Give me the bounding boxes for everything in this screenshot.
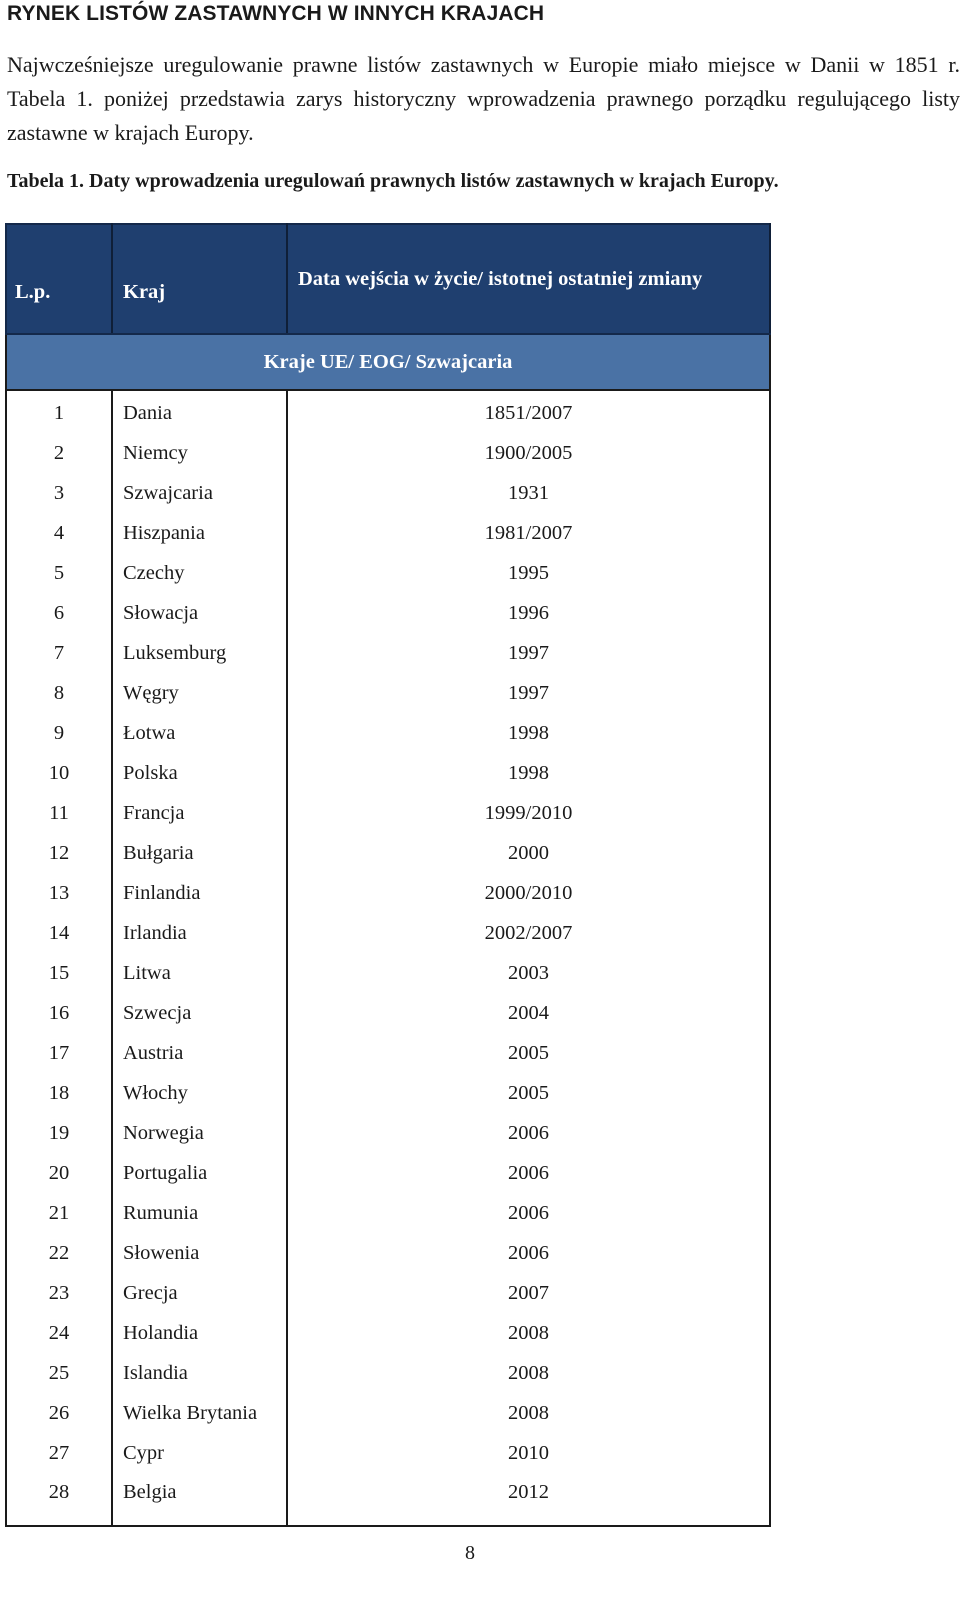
row-country: Francja <box>112 793 287 833</box>
row-country: Polska <box>112 753 287 793</box>
table-row <box>6 673 770 713</box>
row-number: 6 <box>6 593 112 633</box>
row-number: 27 <box>6 1433 112 1473</box>
row-country: Grecja <box>112 1273 287 1313</box>
row-country: Belgia <box>112 1473 287 1526</box>
table-row <box>6 553 770 593</box>
table-row <box>6 473 770 513</box>
row-number: 8 <box>6 673 112 713</box>
table-row <box>6 1033 770 1073</box>
row-date: 1995 <box>287 553 770 593</box>
row-country: Bułgaria <box>112 833 287 873</box>
row-number: 4 <box>6 513 112 553</box>
row-date: 1998 <box>287 753 770 793</box>
row-country: Luksemburg <box>112 633 287 673</box>
row-number: 21 <box>6 1193 112 1233</box>
table-row <box>6 593 770 633</box>
row-date: 2008 <box>287 1313 770 1353</box>
row-country: Szwecja <box>112 993 287 1033</box>
row-number: 3 <box>6 473 112 513</box>
row-date: 2007 <box>287 1273 770 1313</box>
table-header-row <box>6 224 770 334</box>
row-date: 1851/2007 <box>287 390 770 433</box>
row-country: Islandia <box>112 1353 287 1393</box>
page-number: 8 <box>465 1542 475 1564</box>
row-number: 13 <box>6 873 112 913</box>
row-date: 2002/2007 <box>287 913 770 953</box>
row-country: Irlandia <box>112 913 287 953</box>
row-date: 1998 <box>287 713 770 753</box>
intro-paragraph: Najwcześniejsze uregulowanie prawne listów zastawnych w Europie miało miejsce w Danii w 1851 r. Tabela 1. poniżej przedstawia zarys historyczny wprowadzenia prawnego porządku regulującego listy zastawne w krajach Europy. <box>7 52 960 145</box>
row-country: Słowacja <box>112 593 287 633</box>
table-caption: Tabela 1. Daty wprowadzenia uregulowań prawnych listów zastawnych w krajach Europy. <box>7 170 779 192</box>
row-date: 1996 <box>287 593 770 633</box>
row-number: 12 <box>6 833 112 873</box>
row-country: Niemcy <box>112 433 287 473</box>
row-date: 2006 <box>287 1113 770 1153</box>
row-country: Włochy <box>112 1073 287 1113</box>
row-number: 1 <box>6 390 112 433</box>
table-row <box>6 1433 770 1473</box>
row-number: 19 <box>6 1113 112 1153</box>
group-row <box>6 334 770 390</box>
row-number: 22 <box>6 1233 112 1273</box>
row-date: 2006 <box>287 1153 770 1193</box>
table-row <box>6 1313 770 1353</box>
row-number: 2 <box>6 433 112 473</box>
row-date: 1900/2005 <box>287 433 770 473</box>
row-number: 14 <box>6 913 112 953</box>
table-row <box>6 873 770 913</box>
row-date: 1981/2007 <box>287 513 770 553</box>
row-date: 2008 <box>287 1393 770 1433</box>
row-country: Łotwa <box>112 713 287 753</box>
row-number: 10 <box>6 753 112 793</box>
table-row <box>6 913 770 953</box>
table-row <box>6 1353 770 1393</box>
row-number: 18 <box>6 1073 112 1113</box>
row-country: Rumunia <box>112 1193 287 1233</box>
table-row <box>6 1193 770 1233</box>
row-country: Finlandia <box>112 873 287 913</box>
table-row <box>6 1393 770 1433</box>
table-body <box>6 334 770 1526</box>
header-lp: L.p. <box>6 224 112 334</box>
header-date: Data wejścia w życie/ istotnej ostatniej zmiany <box>287 224 770 334</box>
row-country: Cypr <box>112 1433 287 1473</box>
row-date: 2004 <box>287 993 770 1033</box>
row-date: 2003 <box>287 953 770 993</box>
row-date: 2000/2010 <box>287 873 770 913</box>
row-country: Portugalia <box>112 1153 287 1193</box>
table-row <box>6 1113 770 1153</box>
table-row <box>6 1233 770 1273</box>
row-date: 2008 <box>287 1353 770 1393</box>
table-row <box>6 513 770 553</box>
row-country: Austria <box>112 1033 287 1073</box>
row-number: 24 <box>6 1313 112 1353</box>
table-row <box>6 1473 770 1526</box>
row-date: 2006 <box>287 1233 770 1273</box>
row-date: 2006 <box>287 1193 770 1233</box>
row-country: Słowenia <box>112 1233 287 1273</box>
row-number: 16 <box>6 993 112 1033</box>
table-row <box>6 1273 770 1313</box>
row-number: 11 <box>6 793 112 833</box>
row-country: Czechy <box>112 553 287 593</box>
row-date: 1997 <box>287 633 770 673</box>
row-number: 26 <box>6 1393 112 1433</box>
section-heading: RYNEK LISTÓW ZASTAWNYCH W INNYCH KRAJACH <box>7 2 545 25</box>
row-country: Węgry <box>112 673 287 713</box>
row-date: 1999/2010 <box>287 793 770 833</box>
header-country: Kraj <box>112 224 287 334</box>
row-country: Hiszpania <box>112 513 287 553</box>
mortgage-bond-table <box>5 223 771 1527</box>
row-number: 15 <box>6 953 112 993</box>
row-country: Szwajcaria <box>112 473 287 513</box>
table-row <box>6 390 770 433</box>
row-number: 23 <box>6 1273 112 1313</box>
table-row <box>6 1153 770 1193</box>
row-number: 17 <box>6 1033 112 1073</box>
group-label: Kraje UE/ EOG/ Szwajcaria <box>6 334 770 390</box>
row-date: 2005 <box>287 1033 770 1073</box>
row-country: Litwa <box>112 953 287 993</box>
table-row <box>6 953 770 993</box>
table-row <box>6 1073 770 1113</box>
row-number: 20 <box>6 1153 112 1193</box>
row-country: Norwegia <box>112 1113 287 1153</box>
row-number: 9 <box>6 713 112 753</box>
table-row <box>6 633 770 673</box>
row-date: 2012 <box>287 1473 770 1526</box>
row-country: Dania <box>112 390 287 433</box>
row-country: Wielka Brytania <box>112 1393 287 1433</box>
table-row <box>6 993 770 1033</box>
row-date: 1931 <box>287 473 770 513</box>
row-number: 28 <box>6 1473 112 1526</box>
row-number: 7 <box>6 633 112 673</box>
table-row <box>6 793 770 833</box>
row-date: 2005 <box>287 1073 770 1113</box>
row-number: 25 <box>6 1353 112 1393</box>
row-date: 2000 <box>287 833 770 873</box>
row-country: Holandia <box>112 1313 287 1353</box>
row-date: 1997 <box>287 673 770 713</box>
row-date: 2010 <box>287 1433 770 1473</box>
table-row <box>6 433 770 473</box>
table-row <box>6 833 770 873</box>
table-row <box>6 713 770 753</box>
row-number: 5 <box>6 553 112 593</box>
table-row <box>6 753 770 793</box>
